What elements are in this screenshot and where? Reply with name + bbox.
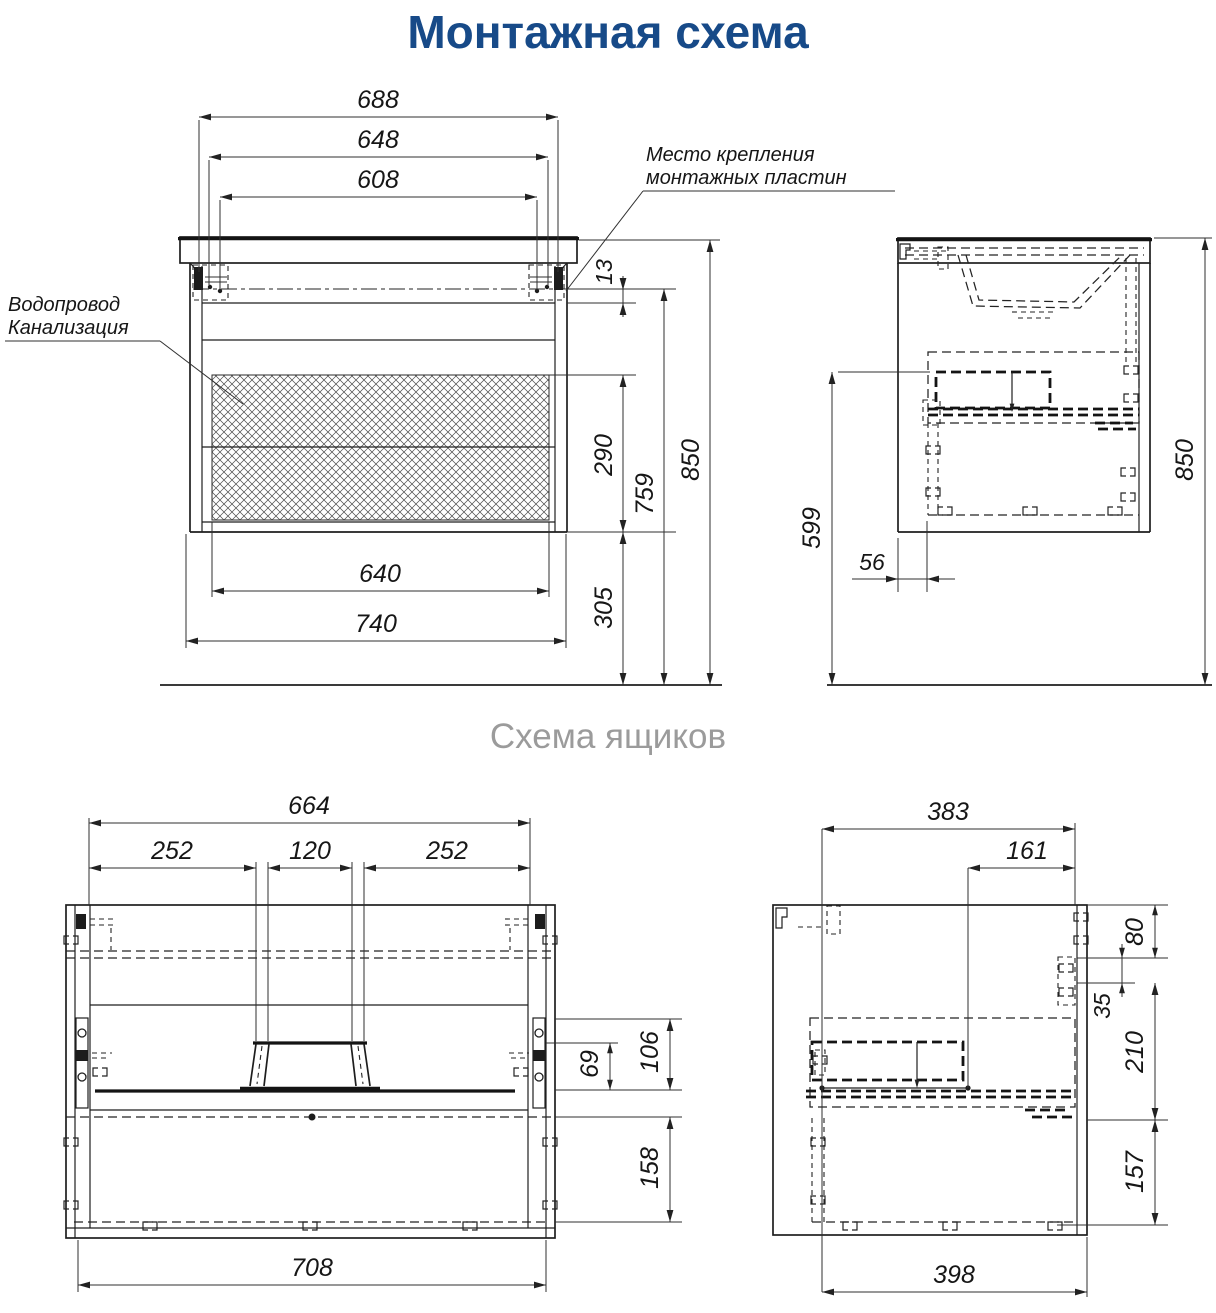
- svg-text:Место крепления: Место крепления: [646, 144, 815, 166]
- svg-text:759: 759: [631, 473, 659, 515]
- svg-text:157: 157: [1121, 1151, 1149, 1193]
- dim-69: [576, 1043, 613, 1090]
- svg-text:Водопровод: Водопровод: [8, 294, 121, 316]
- dim-106: [636, 1019, 673, 1090]
- svg-text:Канализация: Канализация: [8, 317, 129, 339]
- dim-158: [636, 1117, 673, 1222]
- dim-161: [968, 837, 1075, 871]
- dim-383: [822, 798, 1075, 832]
- dim-850-side: [1171, 238, 1208, 685]
- svg-text:850: 850: [677, 439, 705, 481]
- svg-text:640: 640: [359, 560, 401, 588]
- dim-850-front: [677, 240, 713, 685]
- dim-35: [1089, 944, 1125, 1019]
- sink-basin-outline: [900, 244, 1144, 362]
- front-view: [5, 86, 895, 685]
- svg-text:688: 688: [357, 86, 399, 114]
- dim-80: [1121, 905, 1158, 958]
- page-title: Монтажная схема: [407, 6, 809, 58]
- dim-13: [591, 259, 626, 317]
- svg-text:850: 850: [1171, 439, 1199, 481]
- dim-157: [1121, 1120, 1158, 1225]
- center-mark: [309, 1114, 316, 1121]
- svg-text:252: 252: [426, 837, 468, 865]
- svg-text:69: 69: [576, 1050, 604, 1078]
- dim-599: [798, 372, 835, 685]
- svg-text:монтажных пластин: монтажных пластин: [646, 167, 847, 189]
- svg-text:648: 648: [357, 126, 399, 154]
- drawer-slide-right: [509, 1018, 545, 1108]
- dim-56: [852, 549, 955, 582]
- dim-740: [186, 610, 566, 644]
- side-view: [798, 238, 1212, 685]
- mounting-plate-left: [193, 265, 228, 300]
- section-subtitle: Схема ящиков: [489, 717, 727, 756]
- dim-648: [209, 126, 548, 160]
- svg-text:13: 13: [591, 259, 617, 285]
- svg-text:599: 599: [798, 507, 826, 549]
- dim-252-left: [89, 837, 256, 871]
- svg-text:252: 252: [151, 837, 193, 865]
- dim-664: [89, 792, 530, 826]
- drawer-assembly-dashed: [923, 352, 1139, 515]
- svg-text:120: 120: [289, 837, 331, 865]
- svg-text:740: 740: [355, 610, 397, 638]
- siphon-cutout: [240, 1043, 380, 1089]
- countertop: [180, 237, 577, 263]
- svg-text:664: 664: [288, 792, 330, 820]
- dim-688: [199, 86, 558, 120]
- dim-252-right: [364, 837, 530, 871]
- svg-text:383: 383: [927, 798, 969, 826]
- dim-398: [822, 1261, 1087, 1295]
- mounting-plate-right: [529, 265, 564, 300]
- dim-759: [631, 289, 667, 685]
- dim-640: [212, 560, 549, 594]
- drawer-box-dashed: [806, 1018, 1075, 1230]
- dim-210: [1121, 983, 1158, 1120]
- corner-fitting-right: [505, 914, 557, 950]
- svg-text:56: 56: [859, 549, 885, 575]
- svg-text:161: 161: [1006, 837, 1048, 865]
- svg-text:80: 80: [1121, 918, 1149, 946]
- svg-text:398: 398: [933, 1261, 975, 1289]
- dim-608: [220, 166, 537, 200]
- dim-290: [590, 375, 626, 532]
- svg-text:210: 210: [1121, 1031, 1149, 1073]
- svg-text:608: 608: [357, 166, 399, 194]
- drawer-front-view: [64, 792, 682, 1292]
- svg-text:708: 708: [291, 1254, 333, 1282]
- drawer-side-view: [773, 798, 1168, 1297]
- corner-clip: [776, 908, 787, 928]
- drawer-slide-left: [76, 1018, 112, 1108]
- dim-305: [590, 532, 626, 685]
- svg-text:106: 106: [636, 1031, 664, 1073]
- svg-text:290: 290: [590, 434, 618, 476]
- svg-text:158: 158: [636, 1147, 664, 1189]
- dim-120: [268, 837, 352, 871]
- dim-708: [78, 1254, 546, 1288]
- svg-text:305: 305: [590, 587, 618, 629]
- svg-text:35: 35: [1089, 993, 1115, 1019]
- plumbing-label: [5, 294, 243, 404]
